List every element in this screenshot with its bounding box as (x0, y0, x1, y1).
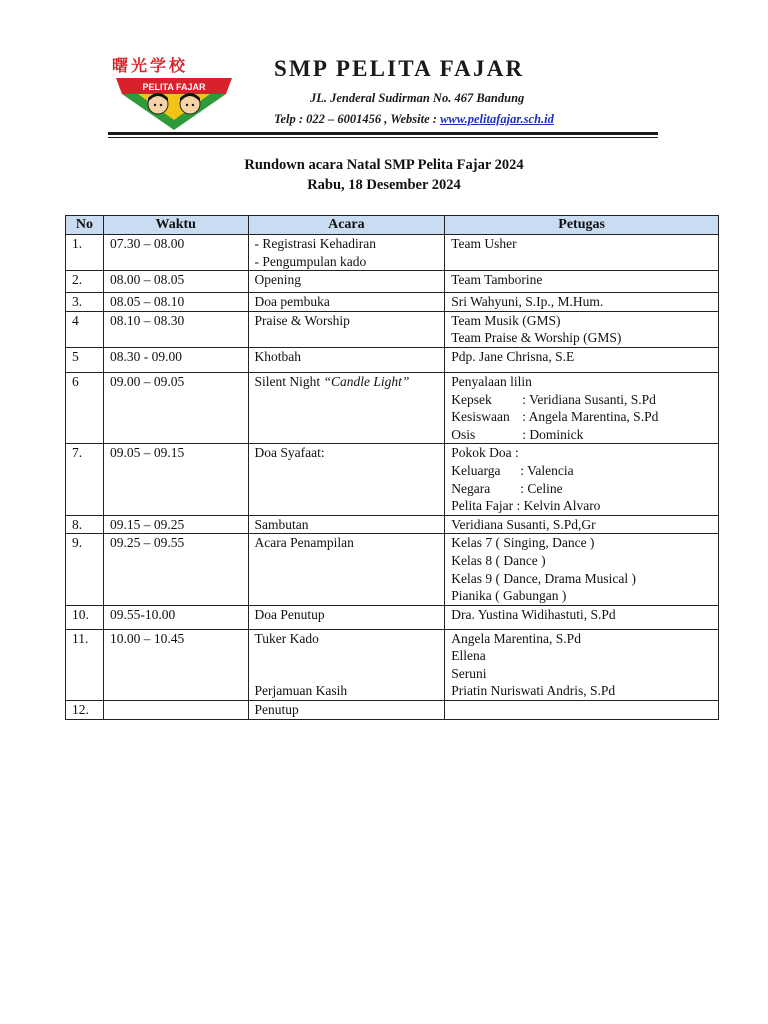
spacer (255, 647, 439, 665)
cell-staff: Team Usher (445, 235, 719, 271)
activity-line: Perjamuan Kasih (254, 683, 348, 699)
cell-time: 08.00 – 08.05 (103, 271, 248, 293)
table-row (66, 372, 719, 443)
header-waktu: Waktu (103, 216, 248, 235)
cell-no: 10. (66, 605, 104, 629)
staff-line: Priatin Nuriswati Andris, S.Pd (451, 683, 616, 699)
staff-line (451, 408, 712, 426)
cell-time (103, 701, 248, 720)
cell-time: 09.00 – 09.05 (103, 372, 248, 443)
table-row (66, 444, 719, 515)
cell-staff (445, 534, 719, 605)
cell-activity: Khotbah (248, 347, 445, 372)
cell-no: 6 (66, 372, 104, 443)
staff-line: Ellena (451, 648, 486, 664)
cell-no: 8. (66, 515, 104, 534)
letterhead-divider (108, 132, 658, 138)
cell-activity (248, 235, 445, 271)
staff-name: : Angela Marentina, S.Pd (522, 409, 659, 425)
cell-activity (248, 372, 445, 443)
cell-activity: Doa Penutup (248, 605, 445, 629)
table-header-row (66, 216, 719, 235)
staff-role: Kepsek (451, 391, 492, 407)
table-row (66, 605, 719, 629)
cell-activity: Praise & Worship (248, 311, 445, 347)
cell-staff: Sri Wahyuni, S.Ip., M.Hum. (445, 293, 719, 312)
school-address: JL. Jenderal Sudirman No. 467 Bandung (310, 91, 525, 105)
table-row (66, 311, 719, 347)
staff-line: Pokok Doa : (451, 445, 519, 461)
letterhead (108, 54, 660, 138)
staff-line: Seruni (451, 665, 487, 681)
table-row (66, 293, 719, 312)
cell-time: 09.05 – 09.15 (103, 444, 248, 515)
school-name: SMP PELITA FAJAR (274, 56, 525, 81)
cell-staff: Dra. Yustina Widihastuti, S.Pd (445, 605, 719, 629)
cell-time: 08.10 – 08.30 (103, 311, 248, 347)
school-contact (274, 112, 554, 127)
cell-staff (445, 372, 719, 443)
cell-staff: Team Tamborine (445, 271, 719, 293)
cell-activity: Penutup (248, 701, 445, 720)
cell-activity (248, 629, 445, 700)
staff-line (451, 462, 712, 480)
cell-no: 9. (66, 534, 104, 605)
staff-name: : Valencia (520, 462, 574, 478)
staff-name: : Celine (520, 480, 563, 496)
header-no: No (66, 216, 104, 235)
cell-no: 3. (66, 293, 104, 312)
staff-role: Osis (451, 426, 476, 442)
cell-time: 09.15 – 09.25 (103, 515, 248, 534)
school-logo (108, 54, 240, 132)
cell-time: 07.30 – 08.00 (103, 235, 248, 271)
staff-role: Kesiswaan (451, 409, 510, 425)
website-link[interactable]: www.pelitafajar.sch.id (440, 112, 554, 126)
cell-no: 5 (66, 347, 104, 372)
cell-staff (445, 629, 719, 700)
cell-time: 08.30 - 09.00 (103, 347, 248, 372)
staff-line: Team Musik (GMS) (451, 312, 561, 328)
staff-line: Angela Marentina, S.Pd (451, 630, 581, 646)
table-row (66, 629, 719, 700)
staff-line: Kelas 7 ( Singing, Dance ) (451, 535, 595, 551)
cell-no: 7. (66, 444, 104, 515)
cell-activity: Doa Syafaat: (248, 444, 445, 515)
cell-no: 4 (66, 311, 104, 347)
cell-staff (445, 311, 719, 347)
activity-line: - Registrasi Kehadiran (254, 236, 376, 251)
spacer (255, 665, 439, 683)
cell-no: 11. (66, 629, 104, 700)
document-title: Rundown acara Natal SMP Pelita Fajar 2024 (244, 157, 524, 173)
cell-time: 09.55-10.00 (103, 605, 248, 629)
cell-activity: Opening (248, 271, 445, 293)
staff-line: Pianika ( Gabungan ) (451, 588, 567, 604)
staff-role: Negara (451, 480, 491, 496)
cell-activity: Doa pembuka (248, 293, 445, 312)
staff-line: Kelas 9 ( Dance, Drama Musical ) (451, 570, 637, 586)
staff-line: Team Praise & Worship (GMS) (451, 330, 622, 346)
staff-line: Penyalaan lilin (451, 373, 532, 389)
cell-no: 1. (66, 235, 104, 271)
document-date: Rabu, 18 Desember 2024 (307, 177, 461, 193)
activity-line: - Pengumpulan kado (254, 253, 367, 269)
contact-phone: Telp : 022 – 6001456 , Website : (274, 112, 441, 126)
table-row (66, 271, 719, 293)
activity-text-italic: “Candle Light” (323, 373, 410, 389)
staff-name: : Veridiana Susanti, S.Pd (522, 391, 656, 407)
table-row (66, 347, 719, 372)
staff-line: Kelas 8 ( Dance ) (451, 552, 546, 568)
cell-staff: Pdp. Jane Chrisna, S.E (445, 347, 719, 372)
table-row (66, 534, 719, 605)
cell-activity: Acara Penampilan (248, 534, 445, 605)
staff-role: Keluarga (451, 462, 501, 478)
staff-line (451, 391, 712, 409)
rundown-table (65, 215, 719, 720)
header-acara: Acara (248, 216, 445, 235)
logo-chinese-text: 曙光学校 (112, 56, 189, 75)
cell-no: 2. (66, 271, 104, 293)
cell-time: 08.05 – 08.10 (103, 293, 248, 312)
logo-banner-text: PELITA FAJAR (142, 82, 206, 92)
cell-no: 12. (66, 701, 104, 720)
cell-activity: Sambutan (248, 515, 445, 534)
cell-staff: Veridiana Susanti, S.Pd,Gr (445, 515, 719, 534)
staff-line: Pelita Fajar : Kelvin Alvaro (451, 498, 601, 514)
cell-time: 10.00 – 10.45 (103, 629, 248, 700)
staff-name: : Dominick (522, 426, 584, 442)
activity-text: Silent Night (254, 373, 324, 389)
table-row (66, 701, 719, 720)
table-row (66, 235, 719, 271)
activity-line: Tuker Kado (254, 630, 319, 646)
cell-staff (445, 701, 719, 720)
cell-staff (445, 444, 719, 515)
staff-line (451, 426, 712, 444)
table-row (66, 515, 719, 534)
header-petugas: Petugas (445, 216, 719, 235)
cell-time: 09.25 – 09.55 (103, 534, 248, 605)
staff-line (451, 480, 712, 498)
